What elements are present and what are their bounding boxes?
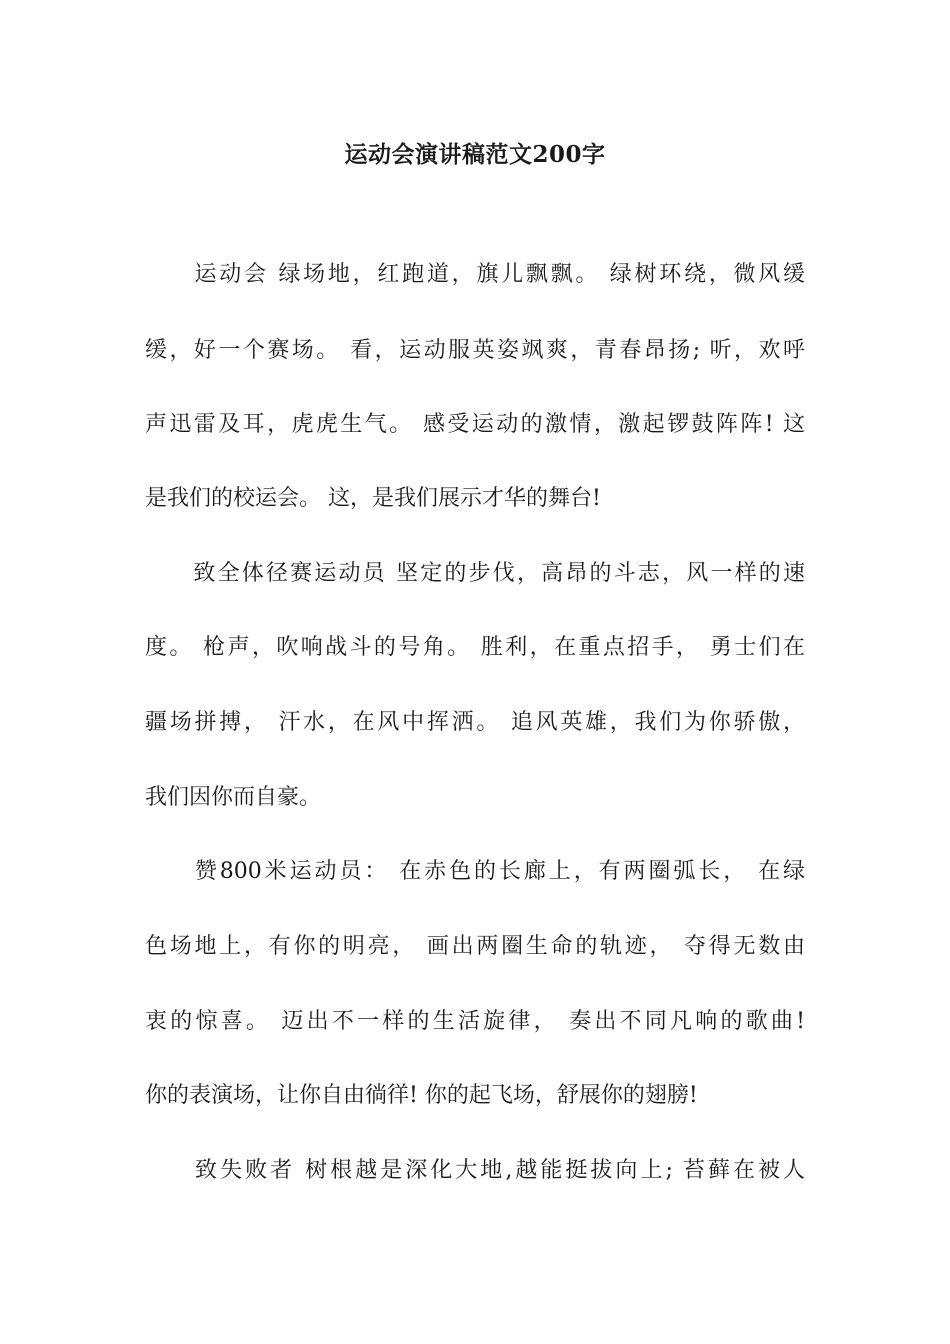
text-line: 是我们的校运会。 这，是我们展示才华的舞台! bbox=[145, 486, 601, 511]
text-line: 我们因你而自豪。 bbox=[145, 785, 322, 810]
text-line: 缓，好一个赛场。 看，运动服英姿飒爽，青春昂扬; 听，欢呼 bbox=[145, 338, 805, 363]
text-line: 致失败者 树根越是深化大地,越能挺拔向上; 苔藓在被人 bbox=[145, 1158, 805, 1183]
text-line: 度。 枪声，吹响战斗的号角。 胜利，在重点招手， 勇士们在 bbox=[145, 635, 805, 660]
text-line: 赞800米运动员： 在赤色的长廊上，有两圈弧长， 在绿 bbox=[145, 859, 805, 884]
text-line: 致全体径赛运动员 坚定的步伐，高昂的斗志，风一样的速 bbox=[145, 561, 805, 586]
text-line: 衷的惊喜。 迈出不一样的生活旋律， 奏出不同凡响的歌曲! bbox=[145, 1009, 805, 1034]
text-line: 声迅雷及耳，虎虎生气。 感受运动的激情，激起锣鼓阵阵! 这 bbox=[145, 412, 805, 437]
text-line: 疆场拼搏， 汗水，在风中挥洒。 追风英雄，我们为你骄傲， bbox=[145, 710, 805, 735]
text-line: 色场地上，有你的明亮， 画出两圈生命的轨迹， 夺得无数由 bbox=[145, 934, 805, 959]
text-line: 你的表演场，让你自由徜徉! 你的起飞场，舒展你的翅膀! bbox=[145, 1083, 698, 1108]
page-title: 运动会演讲稿范文200字 bbox=[344, 141, 606, 168]
text-line: 运动会 绿场地，红跑道，旗儿飘飘。 绿树环绕，微风缓 bbox=[145, 262, 805, 287]
